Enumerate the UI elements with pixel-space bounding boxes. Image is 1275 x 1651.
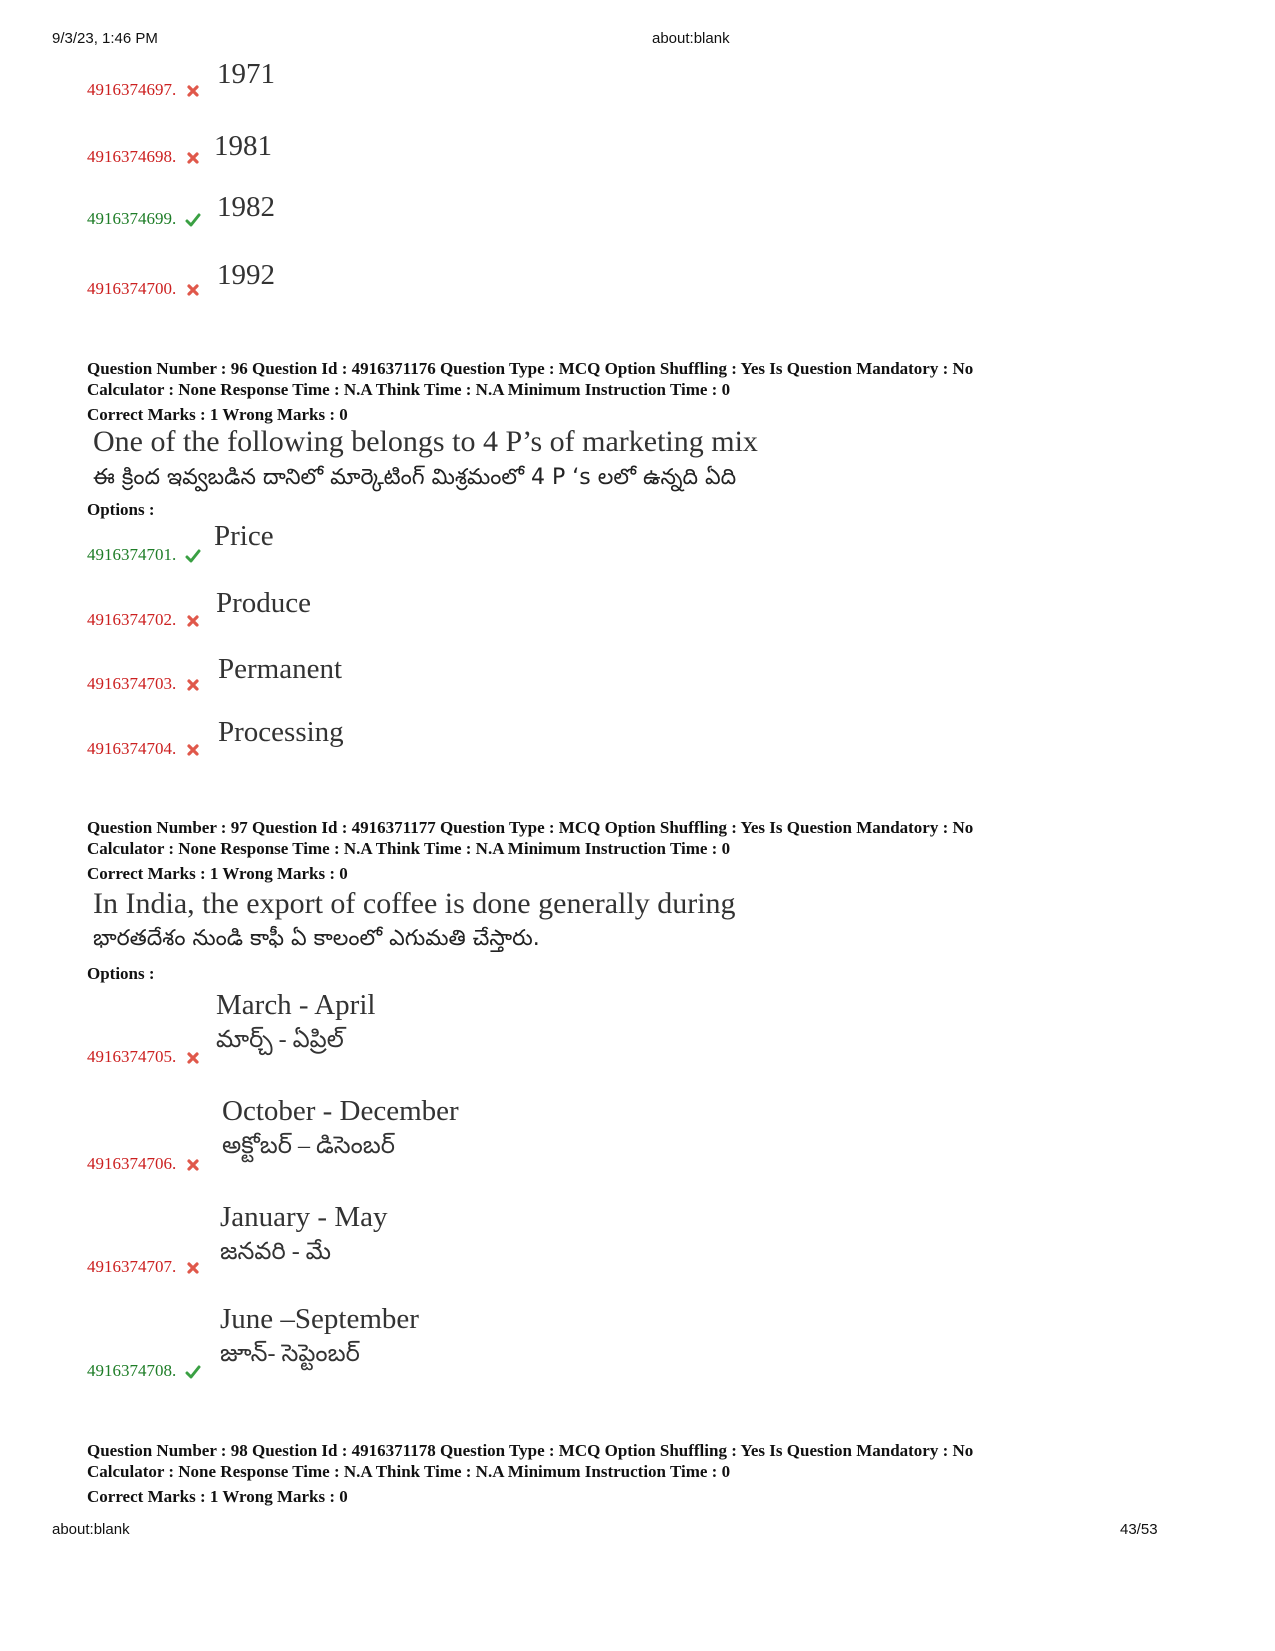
option-row <box>87 1361 201 1381</box>
print-title: about:blank <box>652 30 730 47</box>
check-icon <box>185 212 201 228</box>
option-row <box>87 147 201 167</box>
question-meta-line: Question Number : 97 Question Id : 4916371177 Question Type : MCQ Option Shuffling : Yes Is Question Mandatory : No <box>87 818 974 837</box>
cross-icon <box>185 150 201 166</box>
option-id: 4916374700. <box>87 279 177 298</box>
cross-icon <box>185 1157 201 1173</box>
question-marks: Correct Marks : 1 Wrong Marks : 0 <box>87 864 348 883</box>
question-meta-line: Calculator : None Response Time : N.A Think Time : N.A Minimum Instruction Time : 0 <box>87 839 731 858</box>
option-id: 4916374699. <box>87 209 177 228</box>
option-id: 4916374698. <box>87 147 177 166</box>
option-text: 1982 <box>217 191 275 223</box>
cross-icon <box>185 1050 201 1066</box>
cross-icon <box>185 282 201 298</box>
options-label: Options : <box>87 964 155 983</box>
question-meta-line: Question Number : 96 Question Id : 4916371176 Question Type : MCQ Option Shuffling : Yes Is Question Mandatory : No <box>87 359 974 378</box>
check-icon <box>185 548 201 564</box>
option-text-te: మార్చ్ - ఏప్రిల్ <box>216 1027 344 1053</box>
print-footer-url: about:blank <box>52 1521 130 1538</box>
option-text: January - May <box>220 1201 388 1233</box>
option-text: Permanent <box>218 653 343 685</box>
option-row <box>87 674 201 694</box>
option-id: 4916374697. <box>87 80 177 99</box>
question-text-en: One of the following belongs to 4 P’s of marketing mix <box>93 425 758 458</box>
cross-icon <box>185 677 201 693</box>
option-text: Produce <box>216 587 312 619</box>
option-id: 4916374702. <box>87 610 177 629</box>
option-row <box>87 739 201 759</box>
cross-icon <box>185 83 201 99</box>
question-text-te: ఈ క్రింద ఇవ్వబడిన దానిలో మార్కెటింగ్ మిశ్రమంలో 4 P ‘s లలో ఉన్నది ఏది <box>93 465 737 490</box>
cross-icon <box>185 1260 201 1276</box>
option-id: 4916374703. <box>87 674 177 693</box>
option-id: 4916374701. <box>87 545 177 564</box>
print-datetime: 9/3/23, 1:46 PM <box>52 30 158 47</box>
page-number: 43/53 <box>1120 1521 1158 1538</box>
option-text: June –September <box>220 1303 419 1335</box>
cross-icon <box>185 742 201 758</box>
option-row <box>87 1257 201 1277</box>
check-icon <box>185 1364 201 1380</box>
question-meta-line: Calculator : None Response Time : N.A Think Time : N.A Minimum Instruction Time : 0 <box>87 1462 731 1481</box>
option-text-te: జూన్- సెప్టెంబర్ <box>220 1341 360 1367</box>
question-text-te: భారతదేశం నుండి కాఫీ ఏ కాలంలో ఎగుమతి చేస్తారు. <box>93 926 540 951</box>
option-row <box>87 1047 201 1067</box>
option-row <box>87 610 201 630</box>
option-row <box>87 545 201 565</box>
option-id: 4916374704. <box>87 739 177 758</box>
option-text-te: జనవరి - మే <box>220 1239 332 1265</box>
option-text: 1981 <box>214 130 272 162</box>
option-row <box>87 1154 201 1174</box>
option-text-te: అక్టోబర్ – డిసెంబర్ <box>222 1133 395 1159</box>
option-row <box>87 80 201 100</box>
option-row <box>87 279 201 299</box>
question-text-en: In India, the export of coffee is done generally during <box>93 887 736 920</box>
option-id: 4916374707. <box>87 1257 177 1276</box>
option-text: Price <box>214 520 274 552</box>
question-marks: Correct Marks : 1 Wrong Marks : 0 <box>87 1487 348 1506</box>
question-meta-line: Question Number : 98 Question Id : 4916371178 Question Type : MCQ Option Shuffling : Yes Is Question Mandatory : No <box>87 1441 974 1460</box>
option-text: October - December <box>222 1095 459 1127</box>
question-marks: Correct Marks : 1 Wrong Marks : 0 <box>87 405 348 424</box>
option-text: 1971 <box>217 58 275 90</box>
option-text: March - April <box>216 989 376 1021</box>
option-id: 4916374705. <box>87 1047 177 1066</box>
option-row <box>87 209 201 229</box>
question-meta-line: Calculator : None Response Time : N.A Think Time : N.A Minimum Instruction Time : 0 <box>87 380 731 399</box>
option-id: 4916374706. <box>87 1154 177 1173</box>
options-label: Options : <box>87 500 155 519</box>
cross-icon <box>185 613 201 629</box>
option-text: 1992 <box>217 259 275 291</box>
option-text: Processing <box>218 716 344 748</box>
option-id: 4916374708. <box>87 1361 177 1380</box>
